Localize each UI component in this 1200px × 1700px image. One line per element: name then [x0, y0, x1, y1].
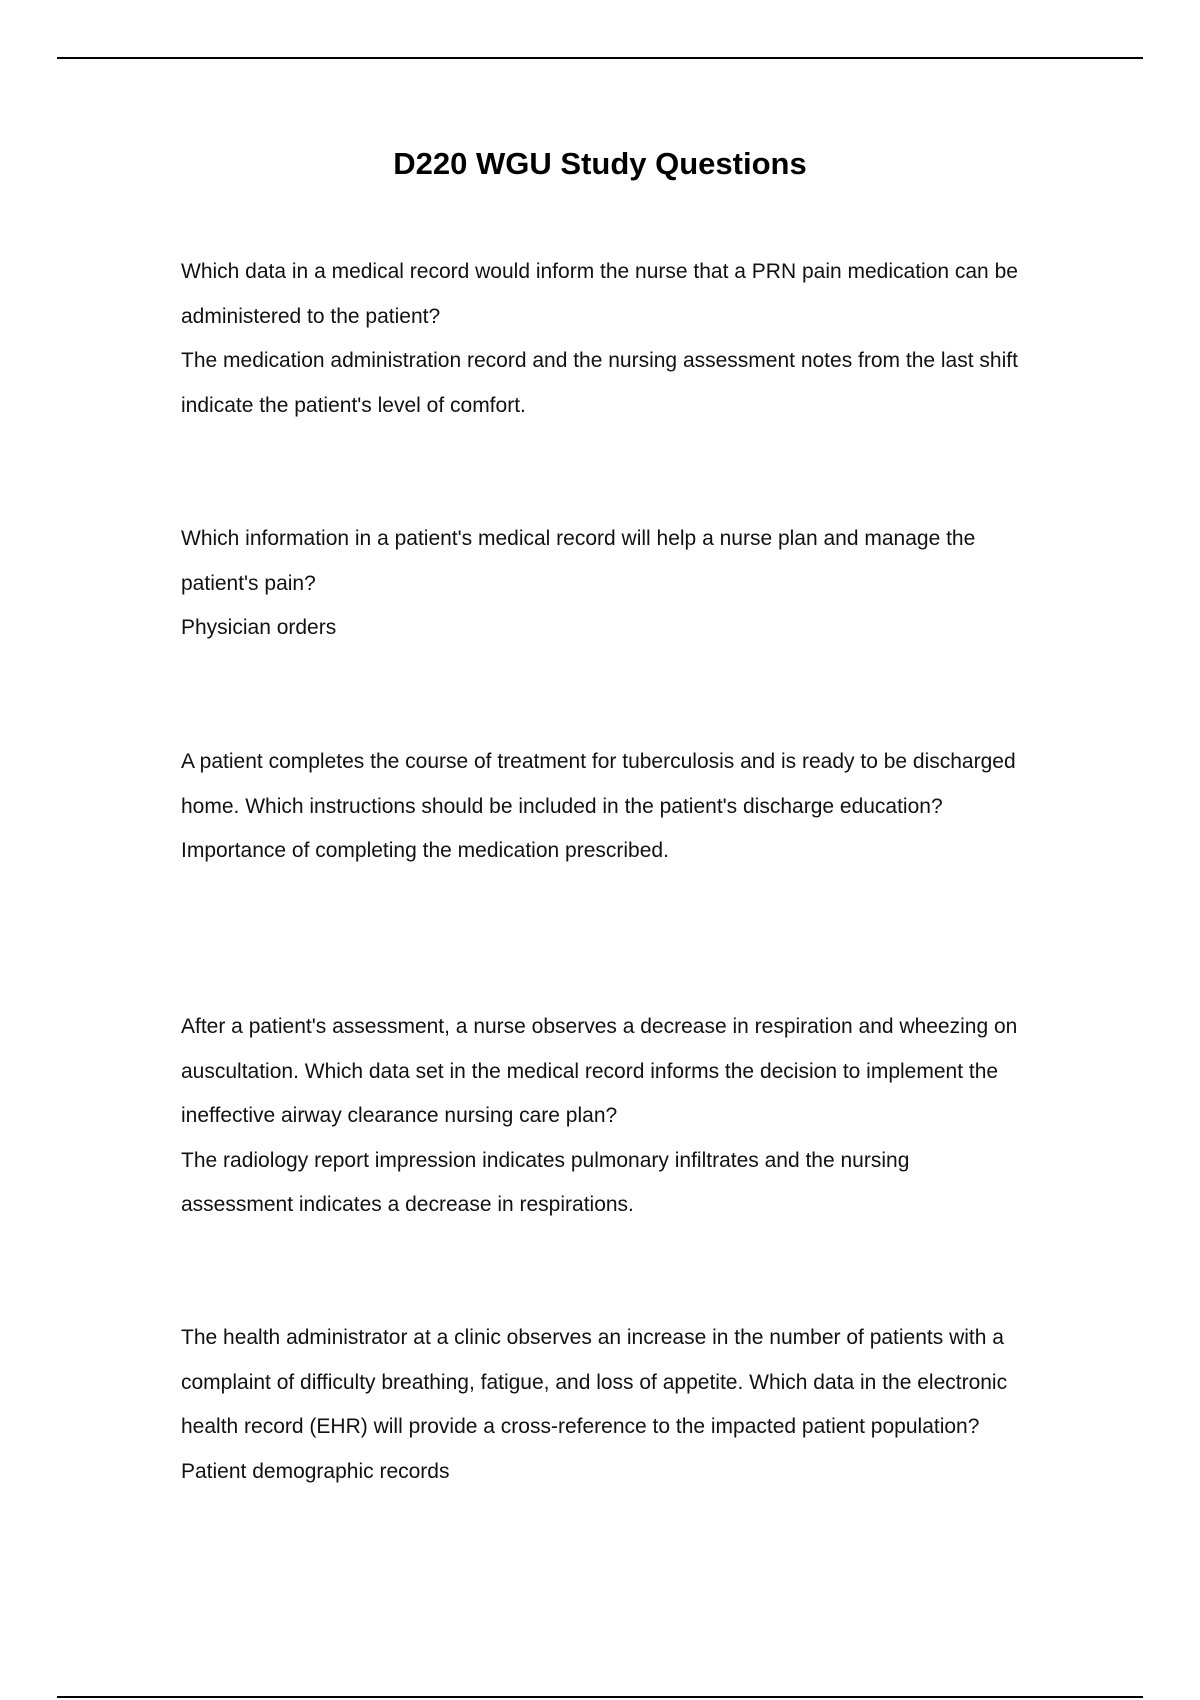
footer-rule [57, 1696, 1143, 1698]
answer-text: Patient demographic records [181, 1459, 450, 1483]
question-text: A patient completes the course of treatment for tuberculosis and is ready to be discharged home. Which instructions should be included in the patient's discharge education? [181, 750, 1016, 818]
qa-item [181, 1005, 1021, 1228]
qa-item [181, 740, 1021, 874]
document-title: D220 WGU Study Questions [393, 146, 807, 181]
question-text: The health administrator at a clinic observes an increase in the number of patients with a complaint of difficulty breathing, fatigue, and loss of appetite. Which data in the electronic health record (EHR) will provide a cross-reference to the impacted patient population? [181, 1326, 1008, 1438]
qa-item [181, 250, 1021, 428]
header-rule [57, 57, 1143, 59]
question-text: Which information in a patient's medical record will help a nurse plan and manage the patient's pain? [181, 527, 976, 595]
question-text: After a patient's assessment, a nurse observes a decrease in respiration and wheezing on auscultation. Which data set in the medical record informs the decision to implement the ineffective airway clearance nursing care plan? [181, 1015, 1018, 1127]
qa-item [181, 1316, 1021, 1494]
question-text: Which data in a medical record would inform the nurse that a PRN pain medication can be administered to the patient? [181, 260, 1018, 328]
answer-text: Physician orders [181, 616, 337, 639]
qa-item [181, 517, 1021, 651]
answer-text: The medication administration record and the nursing assessment notes from the last shift indicate the patient's level of comfort. [181, 349, 1018, 417]
answer-text: The radiology report impression indicates pulmonary infiltrates and the nursing assessment indicates a decrease in respirations. [181, 1148, 910, 1216]
answer-text: Importance of completing the medication prescribed. [181, 839, 669, 862]
